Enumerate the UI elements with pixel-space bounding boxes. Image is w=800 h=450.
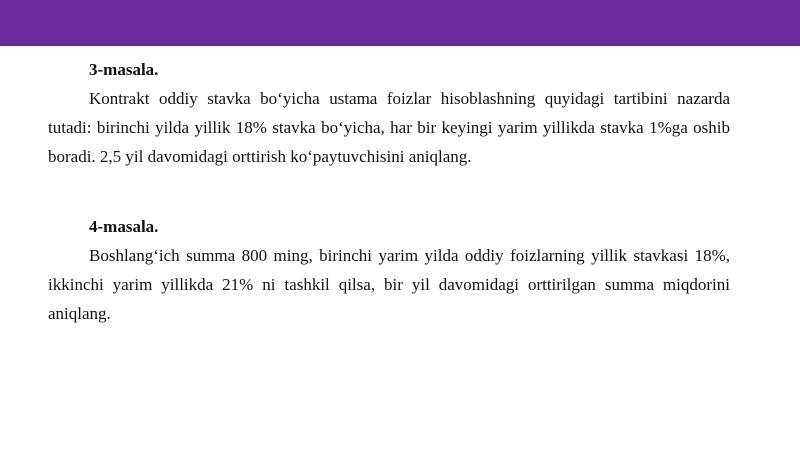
problem-4: [48, 213, 730, 328]
problem-3-title: 3-masala.: [89, 60, 159, 79]
slide-content: [48, 56, 730, 328]
problem-4-text: Boshlang‘ich summa 800 ming, birinchi yarim yilda oddiy foizlarning yillik stavkasi 18%, ikkinchi yarim yillikda 21% ni tashkil qilsa, bir yil davomidagi orttirilgan summa miqdorini aniqlang.: [48, 246, 730, 323]
problem-3: [48, 56, 730, 171]
problem-4-title: 4-masala.: [89, 217, 159, 236]
header-bar: [0, 0, 800, 46]
problem-3-text: Kontrakt oddiy stavka bo‘yicha ustama foizlar hisoblashning quyidagi tartibini nazarda tutadi: birinchi yilda yillik 18% stavka bo‘yicha, har bir keyingi yarim yillikda stavka 1%ga oshib boradi. 2,5 yil davomidagi orttirish ko‘paytuvchisini aniqlang.: [48, 89, 730, 166]
